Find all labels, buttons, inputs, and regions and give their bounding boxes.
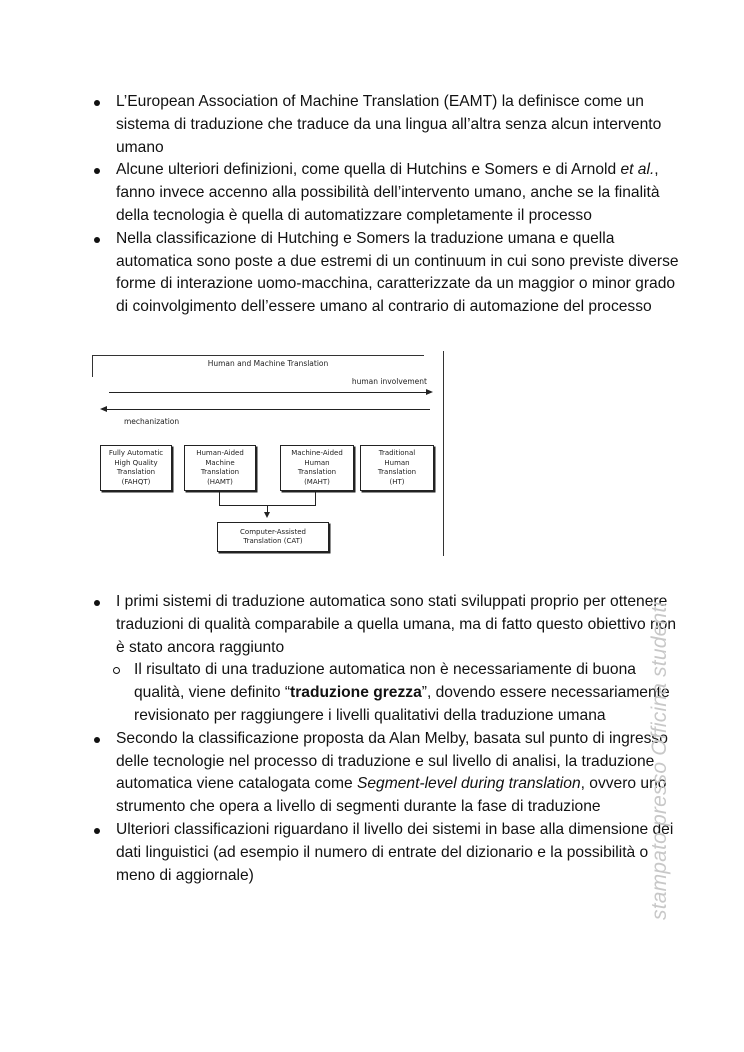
bullet-icon xyxy=(94,600,100,606)
bullet-text: I primi sistemi di traduzione automatica sono stati sviluppati proprio per ottenere traduzioni di qualità comparabile a quella umana, ma di fatto questo obiettivo non è stato ancora raggiunto xyxy=(116,593,676,656)
box-line: Machine-Aided xyxy=(291,449,343,457)
box-line: Translation xyxy=(297,468,337,476)
box-line: (FAHQT) xyxy=(121,477,151,486)
watermark: stampato presso Officina studenti xyxy=(648,601,671,920)
bullet-text-italic: et al. xyxy=(620,161,655,179)
box-line: (MAHT) xyxy=(304,477,330,486)
box-maht xyxy=(280,445,354,491)
box-line: Translation xyxy=(116,468,156,476)
bullet-icon xyxy=(94,168,100,174)
mechanization-label: mechanization xyxy=(124,417,180,426)
box-line: Human xyxy=(304,458,330,467)
box-line: Human xyxy=(384,458,410,467)
sub-bullet-text-post: ”, dovendo essere necessariamente revisionato per raggiungere i livelli qualitativi della traduzione umana xyxy=(134,684,670,724)
box-cat xyxy=(217,522,329,552)
box-line: High Quality xyxy=(114,458,158,467)
arrow-down-icon xyxy=(267,506,268,514)
bullet-item xyxy=(90,591,680,728)
bullet-icon xyxy=(94,737,100,743)
bullet-icon xyxy=(94,237,100,243)
box-line: Computer-Assisted xyxy=(240,527,306,536)
arrow-left-icon xyxy=(106,409,430,410)
bullet-text: Ulteriori classificazioni riguardano il livello dei sistemi in base alla dimensione dei dati linguistici (ad esempio il numero di entrate del dizionario e la possibilità o meno di aggiornale) xyxy=(116,820,674,884)
bullet-text: L’European Association of Machine Translation (EAMT) la definisce come un sistema di traduzione che traduce da una lingua all’altra senza alcun intervento umano xyxy=(116,93,662,156)
bullet-icon xyxy=(94,828,100,834)
sub-bullet-list xyxy=(116,659,680,727)
box-line: Translation xyxy=(377,468,417,476)
bullet-item xyxy=(90,228,680,319)
box-ht xyxy=(360,445,434,491)
box-line: Fully Automatic xyxy=(108,449,164,457)
bullet-text-post: , fanno invece accenno alla possibilità dell’intervento umano, anche se la finalità della tecnologia è quella di automatizzare completamente il processo xyxy=(116,161,660,224)
box-line: Translation (CAT) xyxy=(243,537,303,545)
bullet-text-italic: Segment-level during translation xyxy=(356,775,581,793)
box-hamt xyxy=(184,445,256,491)
connector-bracket xyxy=(219,491,316,506)
sub-bullet-text-pre: Il risultato di una traduzione automatica non è necessariamente di buona qualità, viene definito “ xyxy=(134,661,636,702)
bullet-text-pre: Alcune ulteriori definizioni, come quella di Hutchins e Somers e di Arnold xyxy=(116,161,621,179)
translation-continuum-diagram xyxy=(92,351,447,561)
diagram-frame-top xyxy=(92,355,424,356)
bullet-item xyxy=(90,91,680,159)
bullet-text: Nella classificazione di Hutching e Somers la traduzione umana e quella automatica sono poste a due estremi di un continuum in cui sono previste diverse forme di interazione uomo-macchina, caratterizzate da un maggior o minor grado di coinvolgimento dell’essere umano al contrario di automazione del processo xyxy=(116,229,679,316)
bullet-text-pre: Secondo la classificazione proposta da Alan Melby, basata sul punto di ingresso delle tecnologie nel processo di traduzione e sul livello di analisi, la traduzione automatica viene catalogata come xyxy=(116,729,668,793)
box-line: (HAMT) xyxy=(207,477,233,486)
box-line: Human-Aided xyxy=(196,449,244,457)
box-line: (HT) xyxy=(389,477,405,486)
bullet-list-top xyxy=(90,91,680,319)
box-fahqt xyxy=(100,445,172,491)
box-line: Machine xyxy=(205,458,235,467)
diagram-frame-right xyxy=(443,351,444,556)
bullet-item xyxy=(90,728,680,819)
human-involvement-label: human involvement xyxy=(351,377,427,386)
arrow-right-icon xyxy=(109,392,427,393)
box-line: Traditional xyxy=(378,449,416,457)
bullet-item xyxy=(90,819,680,887)
bullet-list-bottom xyxy=(90,591,680,887)
bullet-item xyxy=(90,159,680,227)
bullet-icon xyxy=(94,100,100,106)
box-line: Translation xyxy=(200,468,240,476)
sub-bullet-text-bold: traduzione grezza xyxy=(290,684,422,702)
sub-bullet-item xyxy=(90,659,680,727)
sub-bullet-icon xyxy=(113,667,120,674)
bullet-text-post: , ovvero uno strumento che opera a livello di segmenti durante la fase di traduzione xyxy=(116,775,667,816)
diagram-title: Human and Machine Translation xyxy=(207,359,329,368)
